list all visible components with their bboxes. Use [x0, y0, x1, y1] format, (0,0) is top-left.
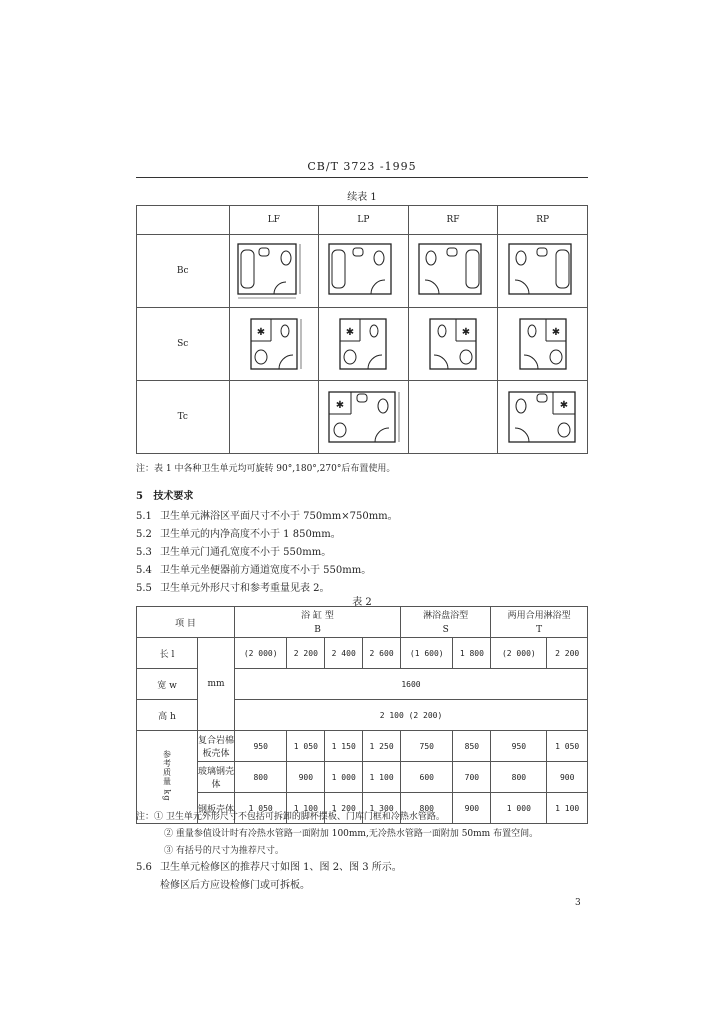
- height-label: 高 h: [137, 700, 198, 731]
- table-cell: (2 000): [491, 638, 547, 669]
- svg-text:✱: ✱: [256, 327, 265, 338]
- table-cell: 1 100: [547, 793, 588, 824]
- weight-row-label: 复合岩棉板壳体: [198, 731, 235, 762]
- table1-col-header: LP: [319, 206, 409, 235]
- table-cell: 800: [235, 762, 287, 793]
- table2-item-header: 项 目: [137, 607, 235, 638]
- table1-col-header: RF: [408, 206, 498, 235]
- table-cell: 1 050: [547, 731, 588, 762]
- table-cell: 1 100: [363, 762, 401, 793]
- group-code: S: [401, 622, 491, 638]
- list-item: 5.2 卫生单元的内净高度不小于 1 850mm。: [136, 529, 341, 540]
- table-cell: (2 000): [235, 638, 287, 669]
- table-cell: 2 100 (2 200): [235, 700, 588, 731]
- svg-text:✱: ✱: [551, 327, 560, 338]
- table1-col-header: LF: [229, 206, 319, 235]
- floor-plan-bc-lp: [319, 235, 409, 308]
- table-cell: 1 100: [287, 793, 325, 824]
- list-item: 5.1 卫生单元淋浴区平面尺寸不小于 750mm×750mm。: [136, 511, 398, 522]
- table2-caption: 表 2: [352, 597, 372, 608]
- table-cell: 900: [547, 762, 588, 793]
- group-code: T: [491, 622, 588, 638]
- list-item: 5.6 卫生单元检修区的推荐尺寸如图 1、图 2、图 3 所示。: [136, 862, 402, 873]
- group-name: 淋浴盘浴型: [401, 607, 491, 623]
- svg-text:✱: ✱: [559, 400, 568, 411]
- table-cell: 2 600: [363, 638, 401, 669]
- list-item: 5.4 卫生单元坐便器前方通道宽度不小于 550mm。: [136, 565, 372, 576]
- floor-plan-tc-lf-empty: [229, 381, 319, 454]
- table-cell: 600: [401, 762, 453, 793]
- table-cell: 2 200: [287, 638, 325, 669]
- table-cell: 850: [453, 731, 491, 762]
- floor-plan-sc-rp: [498, 308, 588, 381]
- weight-row-label: 钢板壳体: [198, 793, 235, 824]
- floor-plan-tc-rf-empty: [408, 381, 498, 454]
- table-cell: 800: [401, 793, 453, 824]
- table1-row-label: Tc: [137, 381, 230, 454]
- floor-plan-bc-lf: [229, 235, 319, 308]
- weight-group-label: 参考质量 kg: [137, 731, 198, 824]
- table-cell: 1 000: [325, 762, 363, 793]
- table-cell: 2 400: [325, 638, 363, 669]
- weight-row-label: 玻璃钢壳体: [198, 762, 235, 793]
- unit-label: mm: [198, 638, 235, 731]
- standard-number: CB/T 3723 -1995: [307, 160, 417, 173]
- floor-plan-bc-rp: [498, 235, 588, 308]
- group-code: B: [235, 622, 401, 638]
- table1-caption: 续表 1: [347, 192, 377, 203]
- section5-heading: [136, 487, 193, 502]
- width-label: 宽 w: [137, 669, 198, 700]
- table-cell: 950: [235, 731, 287, 762]
- header-rule: [136, 177, 588, 178]
- table-cell: 1 000: [491, 793, 547, 824]
- length-label: 长 l: [137, 638, 198, 669]
- table-cell: 2 200: [547, 638, 588, 669]
- svg-text:✱: ✱: [346, 327, 355, 338]
- floor-plan-bc-rf: [408, 235, 498, 308]
- list-item: 5.5 卫生单元外形尺寸和参考重量见表 2。: [136, 583, 330, 594]
- svg-text:✱: ✱: [461, 327, 471, 338]
- table-cell: 900: [287, 762, 325, 793]
- list-item: 5.3 卫生单元门通孔宽度不小于 550mm。: [136, 547, 332, 558]
- table-cell: 1 150: [325, 731, 363, 762]
- table-cell: 700: [453, 762, 491, 793]
- floor-plan-tc-lp: [319, 381, 409, 454]
- table1-row-label: Sc: [137, 308, 230, 381]
- table1-note: 注：表 1 中各种卫生单元均可旋转 90°,180°,270°后布置使用。: [136, 464, 396, 474]
- table2: [136, 606, 588, 824]
- table-cell: 950: [491, 731, 547, 762]
- page-number: 3: [575, 898, 581, 908]
- section5-number: 5: [136, 491, 143, 502]
- table-cell: 750: [401, 731, 453, 762]
- svg-text:✱: ✱: [336, 400, 345, 411]
- table-cell: 900: [453, 793, 491, 824]
- table-cell: 1 800: [453, 638, 491, 669]
- note-line: ② 重量参值设计时有冷热水管路一面附加 100mm,无冷热水管路一面附加 50mm 布置空间。: [164, 829, 539, 839]
- group-name: 两用合用淋浴型: [491, 607, 588, 623]
- table-cell: (1 600): [401, 638, 453, 669]
- table-cell: 1 050: [287, 731, 325, 762]
- section5-title: 技术要求: [153, 491, 194, 502]
- floor-plan-sc-lf: [229, 308, 319, 381]
- section5-list: [136, 508, 398, 598]
- paragraph-line: 检修区后方应设检修门或可拆板。: [160, 880, 310, 891]
- group-name: 浴 缸 型: [235, 607, 401, 623]
- table-cell: 800: [491, 762, 547, 793]
- table-cell: 1 300: [363, 793, 401, 824]
- note-line: ③ 有括号的尺寸为推荐尺寸。: [164, 846, 284, 856]
- table1-row-label: Bc: [137, 235, 230, 308]
- note-line: 注：① 卫生单元外形尺寸不包括可拆卸的脚杯摆板、门库门框和冷热水管路。: [136, 812, 445, 822]
- table-cell: 1600: [235, 669, 588, 700]
- table1: [136, 205, 588, 454]
- table1-corner: [137, 206, 230, 235]
- table2-notes: [136, 809, 538, 860]
- section56: [136, 859, 402, 895]
- table1-col-header: RP: [498, 206, 588, 235]
- floor-plan-tc-rp: [498, 381, 588, 454]
- floor-plan-sc-lp: [319, 308, 409, 381]
- table-cell: 1 250: [363, 731, 401, 762]
- table-cell: 1 050: [235, 793, 287, 824]
- floor-plan-sc-rf: [408, 308, 498, 381]
- table-cell: 1 200: [325, 793, 363, 824]
